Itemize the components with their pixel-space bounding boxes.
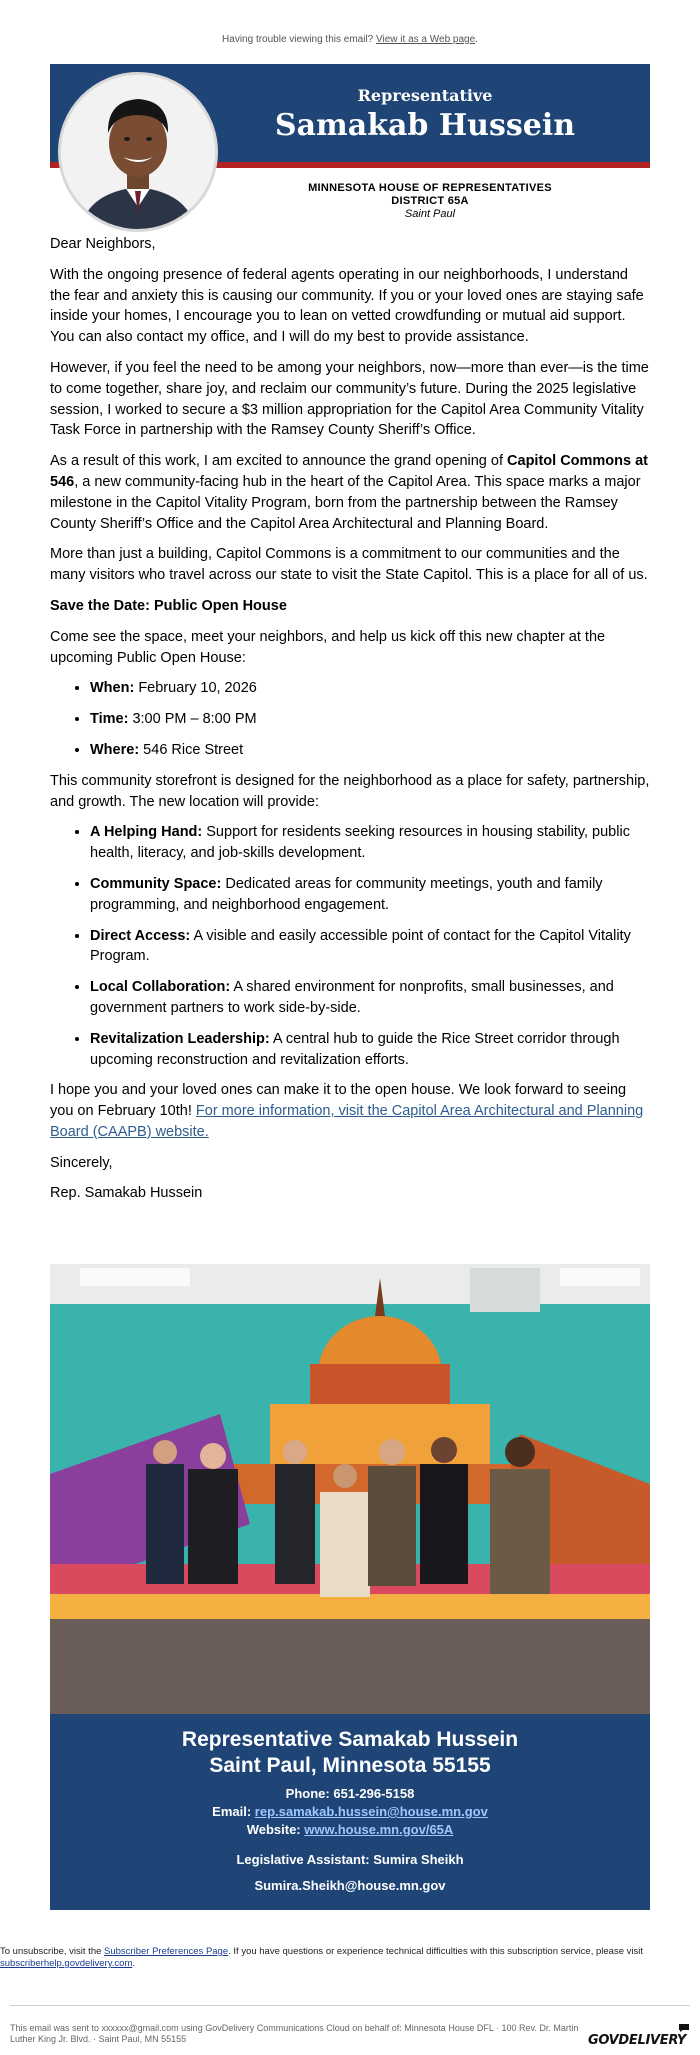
feature-label: Direct Access: <box>90 927 191 944</box>
event-when-value: February 10, 2026 <box>134 680 257 697</box>
feature-text: A visible and easily accessible point of contact for the Capitol Vitality Program. <box>90 927 631 965</box>
paragraph-federal-agents: With the ongoing presence of federal agents operating in our neighborhoods, I understand the fear and anxiety this is causing our community. If you or your loved ones are staying safe inside your homes, I encourage you to lean on vetted crowdfunding or mutual aid support. You can also contact my office, and I will do my best to provide assistance. <box>50 266 644 346</box>
govdelivery-wordmark: GOVDELIVERY <box>588 2033 686 2048</box>
city-name: Saint Paul <box>404 208 456 220</box>
footer-assistant-email: Sumira.Sheikh@house.mn.gov <box>254 1878 446 1893</box>
group-photo <box>50 1264 650 1714</box>
event-where-label: Where: <box>90 741 140 758</box>
event-when-label: When: <box>90 680 135 697</box>
footer-divider <box>10 2005 690 2006</box>
portrait-illustration <box>61 75 215 229</box>
subscriber-help-link[interactable]: subscriberhelp.govdelivery.com <box>0 1958 133 1969</box>
unsub-text-1: To unsubscribe, visit the <box>0 1946 105 1957</box>
subscriber-preferences-link[interactable]: Subscriber Preferences Page <box>104 1946 229 1957</box>
unsub-text-3: . <box>132 1958 135 1969</box>
website-label: Website: <box>246 1822 301 1837</box>
preheader <box>0 34 700 45</box>
footer-assistant: Legislative Assistant: Sumira Sheikh <box>236 1852 464 1867</box>
feature-text: A shared environment for nonprofits, small businesses, and government partners to work side-by-side. <box>90 979 614 1016</box>
web-page-link[interactable]: View it as a Web page <box>376 34 476 45</box>
unsub-text-2: . If you have questions or experience technical difficulties with this subscription service, please visit <box>228 1946 643 1957</box>
feature-item <box>90 926 650 968</box>
greeting: Dear Neighbors, <box>50 236 156 252</box>
newsletter-body <box>50 234 650 1214</box>
header-subhead <box>260 182 600 221</box>
district-name: DISTRICT 65A <box>391 195 469 207</box>
unsubscribe-notice <box>0 1946 700 1970</box>
features-list <box>50 822 650 1070</box>
website-link[interactable]: www.house.mn.gov/65A <box>304 1822 454 1837</box>
feature-label: Revitalization Leadership: <box>90 1030 270 1047</box>
save-the-date-heading: Save the Date: Public Open House <box>50 597 287 614</box>
announcement-venue: Capitol Commons at 546 <box>50 453 649 490</box>
email-label: Email: <box>212 1804 252 1819</box>
footer-phone <box>50 1786 650 1801</box>
sign-off: Sincerely, <box>50 1154 113 1171</box>
feature-text: Dedicated areas for community meetings, youth and family programming, and neighborhood engagement. <box>90 875 603 913</box>
caapb-website-link[interactable]: For more information, visit the Capitol Area Architectural and Planning Board (CAAPB) website. <box>50 1103 644 1140</box>
announcement-detail: , a new community-facing hub in the heart of the Capitol Area. This space marks a major milestone in the Capitol Vitality Program, born from the partnership between the Ramsey County Sheriff’s Office and the Capitol Area Architectural and Planning Board. <box>50 473 641 532</box>
phone-number: 651-296-5158 <box>333 1786 415 1801</box>
sent-notice: This email was sent to xxxxxx@gmail.com using GovDelivery Communications Cloud on behalf of: Minnesota House DFL · 100 Rev. Dr. Martin Luther King Jr. Blvd. · Saint Paul, MN 55155 <box>10 2023 579 2044</box>
contact-footer <box>50 1714 650 1910</box>
event-when <box>90 678 650 699</box>
event-where-value: 546 Rice Street <box>139 741 244 758</box>
group-photo-illustration <box>50 1264 650 1714</box>
email-link[interactable]: rep.samakab.hussein@house.mn.gov <box>254 1804 488 1819</box>
footer-website <box>50 1822 650 1837</box>
footer-rep-name: Representative Samakab Hussein <box>181 1728 519 1751</box>
paragraph-announcement <box>50 451 650 534</box>
event-time-value: 3:00 PM – 8:00 PM <box>128 711 257 728</box>
paragraph-appropriation: However, if you feel the need to be among your neighbors, now—more than ever—is the time to come together, share joy, and reclaim our community’s future. During the 2025 legislative session, I worked to secure a $3 million appropriation for the Capitol Area Community Vitality Task Force in partnership with the Ramsey County Sheriff’s Office. <box>50 359 649 439</box>
event-details-list <box>50 678 650 760</box>
feature-text: Support for residents seeking resources in housing stability, public health, literacy, and job-skills development. <box>90 824 630 862</box>
closing-invite-text: I hope you and your loved ones can make it to the open house. We look forward to seeing you on February 10th! <box>50 1082 627 1120</box>
footer-email <box>50 1804 650 1819</box>
announcement-intro: As a result of this work, I am excited to announce the grand opening of <box>50 453 508 470</box>
event-time-label: Time: <box>90 711 129 728</box>
paragraph-closing-invite <box>50 1080 650 1142</box>
header-title-label: Representative <box>357 86 493 105</box>
feature-item <box>90 1029 650 1071</box>
paragraph-open-house: Come see the space, meet your neighbors, and help us kick off this new chapter at the upcoming Public Open House: <box>50 628 606 666</box>
preheader-text: Having trouble viewing this email? <box>222 34 374 45</box>
header-rep-name: Samakab Hussein <box>274 108 576 143</box>
rep-portrait <box>58 72 218 232</box>
event-time <box>90 709 650 730</box>
phone-label: Phone: <box>285 1786 330 1801</box>
feature-label: Local Collaboration: <box>90 979 231 996</box>
signature: Rep. Samakab Hussein <box>50 1185 203 1202</box>
govdelivery-logo <box>588 2024 692 2048</box>
feature-item <box>90 977 650 1019</box>
paragraph-storefront: This community storefront is designed for the neighborhood as a place for safety, partnership, and growth. The new location will provide: <box>50 772 650 810</box>
feature-label: A Helping Hand: <box>90 824 203 841</box>
feature-text: A central hub to guide the Rice Street corridor through upcoming reconstruction and revitalization efforts. <box>90 1030 620 1068</box>
preheader-period: . <box>475 34 478 45</box>
feature-label: Community Space: <box>90 875 222 892</box>
paragraph-commitment: More than just a building, Capitol Commons is a commitment to our communities and the many visitors who travel across our state to visit the State Capitol. This is a place for all of us. <box>50 546 648 584</box>
feature-item <box>90 822 650 864</box>
feature-item <box>90 874 650 916</box>
org-name: MINNESOTA HOUSE OF REPRESENTATIVES <box>308 182 552 194</box>
event-where <box>90 740 650 761</box>
footer-city: Saint Paul, Minnesota 55155 <box>209 1754 491 1777</box>
